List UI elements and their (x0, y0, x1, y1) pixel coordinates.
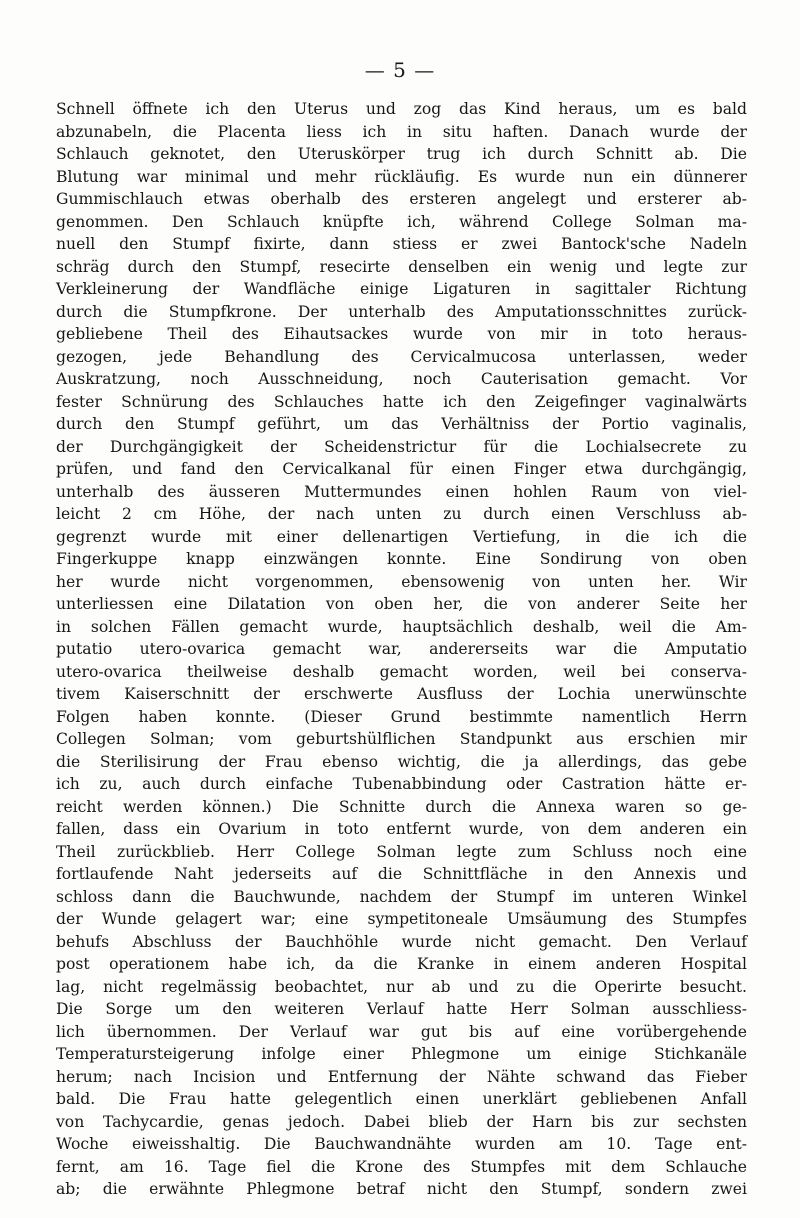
text-line: post operationem habe ich, da die Kranke in einem anderen Hospital (56, 955, 747, 973)
text-line: unterhalb des äusseren Muttermundes einen hohlen Raum von viel- (56, 482, 747, 501)
text-line: der Durchgängigkeit der Scheidenstrictur für die Lochialsecrete zu (56, 437, 747, 456)
text-line: der Wunde gelagert war; eine sympetitoneale Umsäumung des Stumpfes (56, 910, 747, 928)
text-line: Fingerkuppe knapp einzwängen konnte. Eine Sondirung von oben (56, 550, 747, 568)
text-line: Auskratzung, noch Ausschneidung, noch Cauterisation gemacht. Vor (56, 370, 747, 388)
body-text (56, 98, 747, 1201)
text-line: prüfen, und fand den Cervicalkanal für einen Finger etwa durchgängig, (56, 460, 747, 478)
text-line: fallen, dass ein Ovarium in toto entfernt wurde, von dem anderen ein (56, 820, 747, 838)
text-line: lich übernommen. Der Verlauf war gut bis auf eine vorübergehende (56, 1022, 747, 1041)
page-number: — 5 — (364, 58, 436, 82)
text-line: Die Sorge um den weiteren Verlauf hatte Herr Solman ausschliess- (56, 1000, 747, 1018)
text-line: tivem Kaiserschnitt der erschwerte Ausfluss der Lochia unerwünschte (56, 685, 747, 703)
text-line: in solchen Fällen gemacht wurde, hauptsächlich deshalb, weil die Am- (56, 617, 747, 636)
text-line: durch den Stumpf geführt, um das Verhältniss der Portio vaginalis, (56, 415, 747, 433)
text-line: gezogen, jede Behandlung des Cervicalmucosa unterlassen, weder (56, 347, 747, 366)
text-line: behufs Abschluss der Bauchhöhle wurde nicht gemacht. Den Verlauf (56, 932, 747, 951)
text-line: die Sterilisirung der Frau ebenso wichtig, die ja allerdings, das gebe (56, 752, 747, 771)
text-line: Verkleinerung der Wandfläche einige Ligaturen in sagittaler Richtung (56, 280, 747, 298)
text-line: fernt, am 16. Tage fiel die Krone des Stumpfes mit dem Schlauche (56, 1157, 747, 1176)
text-line: ab; die erwähnte Phlegmone betraf nicht den Stumpf, sondern zwei (56, 1180, 747, 1198)
text-line: schräg durch den Stumpf, resecirte denselben ein wenig und legte zur (56, 257, 747, 276)
text-line: ich zu, auch durch einfache Tubenabbindung oder Castration hätte er- (56, 775, 747, 793)
text-line: Woche eiweisshaltig. Die Bauchwandnähte wurden am 10. Tage ent- (56, 1135, 747, 1153)
text-line: reicht werden können.) Die Schnitte durch die Annexa waren so ge- (56, 797, 747, 816)
text-line: fortlaufende Naht jederseits auf die Schnittfläche in den Annexis und (56, 865, 747, 883)
text-line: her wurde nicht vorgenommen, ebensowenig von unten her. Wir (56, 572, 747, 591)
text-line: Temperatursteigerung infolge einer Phlegmone um einige Stichkanäle (56, 1045, 747, 1063)
text-line: Collegen Solman; vom geburtshülflichen Standpunkt aus erschien mir (56, 730, 747, 748)
text-line: schloss dann die Bauchwunde, nachdem der Stumpf im unteren Winkel (56, 887, 747, 906)
text-line: fester Schnürung des Schlauches hatte ich den Zeigefinger vaginalwärts (56, 392, 747, 411)
text-line: Schlauch geknotet, den Uteruskörper trug ich durch Schnitt ab. Die (56, 145, 747, 163)
text-line: nuell den Stumpf fixirte, dann stiess er zwei Bantock'sche Nadeln (56, 235, 747, 253)
text-line: genommen. Den Schlauch knüpfte ich, während College Solman ma- (56, 212, 747, 231)
text-line: abzunabeln, die Placenta liess ich in situ haften. Danach wurde der (56, 122, 747, 141)
text-line: Schnell öffnete ich den Uterus und zog das Kind heraus, um es bald (56, 100, 747, 118)
text-line: von Tachycardie, genas jedoch. Dabei blieb der Harn bis zur sechsten (56, 1112, 747, 1131)
text-line: Blutung war minimal und mehr rückläufig. Es wurde nun ein dünnerer (56, 167, 747, 186)
text-line: herum; nach Incision und Entfernung der Nähte schwand das Fieber (56, 1067, 747, 1086)
text-line: lag, nicht regelmässig beobachtet, nur ab und zu die Operirte besucht. (56, 977, 747, 996)
text-line: unterliessen eine Dilatation von oben her, die von anderer Seite her (56, 595, 747, 613)
text-line: Gummischlauch etwas oberhalb des ersteren angelegt und ersterer ab- (56, 190, 747, 208)
text-line: leicht 2 cm Höhe, der nach unten zu durch einen Verschluss ab- (56, 505, 747, 523)
text-line: bald. Die Frau hatte gelegentlich einen unerklärt gebliebenen Anfall (56, 1090, 747, 1108)
text-line: Theil zurückblieb. Herr College Solman legte zum Schluss noch eine (56, 842, 747, 861)
text-line: utero-ovarica theilweise deshalb gemacht worden, weil bei conserva- (56, 662, 747, 681)
text-line: durch die Stumpfkrone. Der unterhalb des Amputationsschnittes zurück- (56, 302, 747, 321)
text-line: putatio utero-ovarica gemacht war, andererseits war die Amputatio (56, 640, 747, 658)
text-line: gegrenzt wurde mit einer dellenartigen Vertiefung, in die ich die (56, 527, 747, 546)
text-line: gebliebene Theil des Eihautsackes wurde von mir in toto heraus- (56, 325, 747, 343)
text-line: Folgen haben konnte. (Dieser Grund bestimmte namentlich Herrn (56, 707, 747, 726)
